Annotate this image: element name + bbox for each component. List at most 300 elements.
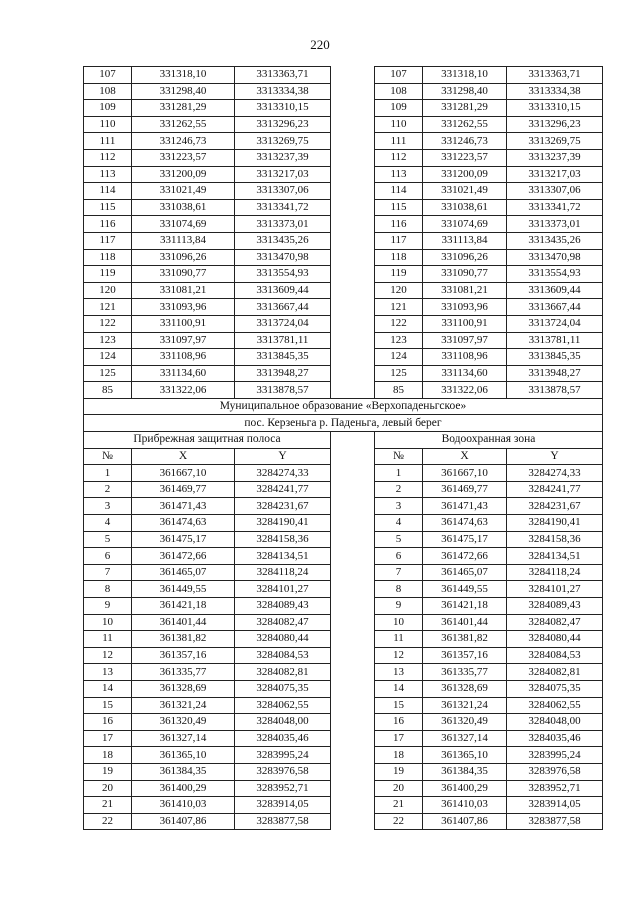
- table-row: [84, 116, 603, 133]
- bottom-section: [84, 465, 603, 830]
- left-coord-y: 3284134,51: [235, 548, 331, 565]
- left-coord-x: 331298,40: [132, 83, 235, 100]
- left-point-number: 115: [84, 199, 132, 216]
- right-point-number: 125: [375, 365, 423, 382]
- table-row: [84, 166, 603, 183]
- column-gap: [331, 365, 375, 382]
- column-gap: [331, 614, 375, 631]
- right-coord-x: 361320,49: [423, 714, 507, 731]
- left-point-number: 118: [84, 249, 132, 266]
- right-coord-x: 331021,49: [423, 183, 507, 200]
- left-point-number: 111: [84, 133, 132, 150]
- right-coord-y: 3284134,51: [507, 548, 603, 565]
- column-gap: [331, 598, 375, 615]
- right-coord-x: 331074,69: [423, 216, 507, 233]
- left-coord-x: 331246,73: [132, 133, 235, 150]
- right-point-number: 112: [375, 149, 423, 166]
- right-coord-x: 331090,77: [423, 266, 507, 283]
- column-gap: [331, 813, 375, 830]
- column-gap: [331, 249, 375, 266]
- left-coord-y: 3313724,04: [235, 315, 331, 332]
- left-coord-x: 361328,69: [132, 680, 235, 697]
- left-point-number: 117: [84, 232, 132, 249]
- right-point-number: 9: [375, 598, 423, 615]
- left-point-number: 113: [84, 166, 132, 183]
- right-coord-y: 3284101,27: [507, 581, 603, 598]
- left-point-number: 116: [84, 216, 132, 233]
- right-coord-y: 3313554,93: [507, 266, 603, 283]
- coastal-protection-zone-title: Прибрежная защитная полоса: [84, 432, 331, 449]
- right-coord-x: 361421,18: [423, 598, 507, 615]
- left-coord-y: 3284089,43: [235, 598, 331, 615]
- right-coord-y: 3284084,53: [507, 647, 603, 664]
- left-coord-x: 361465,07: [132, 564, 235, 581]
- left-coord-y: 3284158,36: [235, 531, 331, 548]
- left-coord-y: 3313334,38: [235, 83, 331, 100]
- column-gap: [331, 448, 375, 465]
- column-gap: [331, 631, 375, 648]
- left-coord-y: 3284048,00: [235, 714, 331, 731]
- left-coord-x: 361335,77: [132, 664, 235, 681]
- table-row: [84, 282, 603, 299]
- left-coord-x: 331090,77: [132, 266, 235, 283]
- right-coord-x: 361400,29: [423, 780, 507, 797]
- left-point-number: 9: [84, 598, 132, 615]
- column-gap: [331, 315, 375, 332]
- right-point-number: 16: [375, 714, 423, 731]
- left-coord-y: 3313363,71: [235, 67, 331, 84]
- right-point-number: 116: [375, 216, 423, 233]
- left-coord-y: 3313373,01: [235, 216, 331, 233]
- left-coord-x: 361474,63: [132, 515, 235, 532]
- left-point-number: 22: [84, 813, 132, 830]
- left-header-no: №: [84, 448, 132, 465]
- left-point-number: 13: [84, 664, 132, 681]
- column-gap: [331, 282, 375, 299]
- left-coord-x: 361407,86: [132, 813, 235, 830]
- table-row: [84, 498, 603, 515]
- right-point-number: 18: [375, 747, 423, 764]
- table-row: [84, 813, 603, 830]
- right-point-number: 120: [375, 282, 423, 299]
- column-gap: [331, 498, 375, 515]
- page-number: 220: [310, 37, 330, 52]
- right-point-number: 123: [375, 332, 423, 349]
- right-coord-y: 3313667,44: [507, 299, 603, 316]
- table-row: [84, 515, 603, 532]
- right-coord-y: 3313296,23: [507, 116, 603, 133]
- right-coord-x: 331246,73: [423, 133, 507, 150]
- left-coord-y: 3283914,05: [235, 797, 331, 814]
- column-gap: [331, 730, 375, 747]
- right-coord-x: 361472,66: [423, 548, 507, 565]
- column-gap: [331, 697, 375, 714]
- left-point-number: 112: [84, 149, 132, 166]
- column-gap: [331, 515, 375, 532]
- right-coord-x: 361410,03: [423, 797, 507, 814]
- column-gap: [331, 183, 375, 200]
- right-coord-x: 331113,84: [423, 232, 507, 249]
- table-row: [84, 697, 603, 714]
- right-coord-x: 331038,61: [423, 199, 507, 216]
- left-point-number: 119: [84, 266, 132, 283]
- left-point-number: 122: [84, 315, 132, 332]
- left-header-y: Y: [235, 448, 331, 465]
- right-point-number: 85: [375, 382, 423, 399]
- right-point-number: 15: [375, 697, 423, 714]
- right-coord-y: 3284158,36: [507, 531, 603, 548]
- right-coord-y: 3284118,24: [507, 564, 603, 581]
- left-point-number: 5: [84, 531, 132, 548]
- left-coord-x: 361321,24: [132, 697, 235, 714]
- right-coord-x: 331108,96: [423, 349, 507, 366]
- left-point-number: 124: [84, 349, 132, 366]
- left-coord-x: 361357,16: [132, 647, 235, 664]
- table-row: [84, 664, 603, 681]
- right-coord-y: 3284062,55: [507, 697, 603, 714]
- left-point-number: 10: [84, 614, 132, 631]
- right-point-number: 119: [375, 266, 423, 283]
- left-point-number: 3: [84, 498, 132, 515]
- left-point-number: 8: [84, 581, 132, 598]
- left-coord-y: 3284084,53: [235, 647, 331, 664]
- right-coord-x: 331200,09: [423, 166, 507, 183]
- left-point-number: 110: [84, 116, 132, 133]
- table-row: [84, 614, 603, 631]
- right-coord-y: 3284048,00: [507, 714, 603, 731]
- right-point-number: 20: [375, 780, 423, 797]
- left-coord-y: 3313609,44: [235, 282, 331, 299]
- right-coord-y: 3284035,46: [507, 730, 603, 747]
- right-coord-x: 331134,60: [423, 365, 507, 382]
- right-point-number: 17: [375, 730, 423, 747]
- right-point-number: 7: [375, 564, 423, 581]
- right-coord-y: 3283877,58: [507, 813, 603, 830]
- left-point-number: 123: [84, 332, 132, 349]
- table-row: [84, 531, 603, 548]
- column-gap: [331, 797, 375, 814]
- left-coord-y: 3284118,24: [235, 564, 331, 581]
- right-coord-x: 361471,43: [423, 498, 507, 515]
- column-gap: [331, 332, 375, 349]
- right-coord-x: 331096,26: [423, 249, 507, 266]
- left-coord-y: 3313341,72: [235, 199, 331, 216]
- right-point-number: 122: [375, 315, 423, 332]
- left-coord-x: 331081,21: [132, 282, 235, 299]
- right-point-number: 121: [375, 299, 423, 316]
- right-coord-x: 361357,16: [423, 647, 507, 664]
- left-point-number: 108: [84, 83, 132, 100]
- right-coord-y: 3284080,44: [507, 631, 603, 648]
- right-point-number: 4: [375, 515, 423, 532]
- table-row: [84, 714, 603, 731]
- left-coord-x: 361667,10: [132, 465, 235, 482]
- water-protection-zone-title: Водоохранная зона: [375, 432, 603, 449]
- right-coord-x: 361407,86: [423, 813, 507, 830]
- left-coord-y: 3284274,33: [235, 465, 331, 482]
- right-coord-y: 3313435,26: [507, 232, 603, 249]
- right-coord-x: 331262,55: [423, 116, 507, 133]
- left-coord-x: 361449,55: [132, 581, 235, 598]
- left-coord-y: 3284082,47: [235, 614, 331, 631]
- right-coord-y: 3313310,15: [507, 100, 603, 117]
- column-gap: [331, 647, 375, 664]
- right-coord-y: 3313237,39: [507, 149, 603, 166]
- right-point-number: 21: [375, 797, 423, 814]
- left-coord-y: 3313307,06: [235, 183, 331, 200]
- right-point-number: 1: [375, 465, 423, 482]
- right-coord-x: 331093,96: [423, 299, 507, 316]
- left-coord-x: 361365,10: [132, 747, 235, 764]
- header-row: [84, 448, 603, 465]
- right-point-number: 124: [375, 349, 423, 366]
- right-coord-y: 3313307,06: [507, 183, 603, 200]
- column-gap: [331, 763, 375, 780]
- right-coord-x: 361474,63: [423, 515, 507, 532]
- right-coord-x: 361365,10: [423, 747, 507, 764]
- column-gap: [331, 664, 375, 681]
- left-coord-x: 331223,57: [132, 149, 235, 166]
- left-coord-y: 3284190,41: [235, 515, 331, 532]
- left-point-number: 17: [84, 730, 132, 747]
- column-gap: [331, 199, 375, 216]
- right-coord-x: 361475,17: [423, 531, 507, 548]
- right-coord-y: 3313363,71: [507, 67, 603, 84]
- right-coord-y: 3284089,43: [507, 598, 603, 615]
- left-coord-x: 331093,96: [132, 299, 235, 316]
- left-coord-x: 331021,49: [132, 183, 235, 200]
- left-point-number: 19: [84, 763, 132, 780]
- column-gap: [331, 481, 375, 498]
- left-point-number: 114: [84, 183, 132, 200]
- left-coord-y: 3284241,77: [235, 481, 331, 498]
- right-coord-y: 3313878,57: [507, 382, 603, 399]
- right-coord-x: 331298,40: [423, 83, 507, 100]
- left-coord-y: 3283976,58: [235, 763, 331, 780]
- right-coord-x: 331322,06: [423, 382, 507, 399]
- left-coord-y: 3313310,15: [235, 100, 331, 117]
- column-gap: [331, 581, 375, 598]
- left-coord-x: 361469,77: [132, 481, 235, 498]
- right-point-number: 19: [375, 763, 423, 780]
- right-header-x: X: [423, 448, 507, 465]
- column-gap: [331, 432, 375, 449]
- municipality-title-row: [84, 398, 603, 415]
- right-coord-x: 361335,77: [423, 664, 507, 681]
- left-coord-x: 331108,96: [132, 349, 235, 366]
- table-row: [84, 67, 603, 84]
- right-coord-y: 3283952,71: [507, 780, 603, 797]
- left-point-number: 107: [84, 67, 132, 84]
- left-coord-x: 361401,44: [132, 614, 235, 631]
- left-coord-x: 331038,61: [132, 199, 235, 216]
- right-header-no: №: [375, 448, 423, 465]
- left-point-number: 125: [84, 365, 132, 382]
- right-coord-y: 3284082,81: [507, 664, 603, 681]
- left-coord-x: 331134,60: [132, 365, 235, 382]
- table-row: [84, 249, 603, 266]
- table-row: [84, 349, 603, 366]
- right-coord-y: 3313724,04: [507, 315, 603, 332]
- column-gap: [331, 266, 375, 283]
- column-gap: [331, 166, 375, 183]
- right-coord-x: 331097,97: [423, 332, 507, 349]
- left-coord-x: 331097,97: [132, 332, 235, 349]
- right-coord-y: 3284190,41: [507, 515, 603, 532]
- right-point-number: 3: [375, 498, 423, 515]
- table-row: [84, 481, 603, 498]
- table-row: [84, 548, 603, 565]
- left-coord-y: 3313217,03: [235, 166, 331, 183]
- right-coord-y: 3313269,75: [507, 133, 603, 150]
- left-point-number: 7: [84, 564, 132, 581]
- left-coord-y: 3284082,81: [235, 664, 331, 681]
- location-title: пос. Керзеньга р. Паденьга, левый берег: [84, 415, 603, 432]
- zone-title-row: [84, 432, 603, 449]
- right-coord-y: 3284231,67: [507, 498, 603, 515]
- left-header-x: X: [132, 448, 235, 465]
- left-coord-x: 331074,69: [132, 216, 235, 233]
- right-point-number: 14: [375, 680, 423, 697]
- column-gap: [331, 133, 375, 150]
- right-coord-y: 3283976,58: [507, 763, 603, 780]
- table-row: [84, 315, 603, 332]
- right-coord-y: 3313217,03: [507, 166, 603, 183]
- left-coord-y: 3283952,71: [235, 780, 331, 797]
- right-point-number: 12: [375, 647, 423, 664]
- left-point-number: 20: [84, 780, 132, 797]
- table-row: [84, 149, 603, 166]
- left-point-number: 4: [84, 515, 132, 532]
- left-coord-x: 361421,18: [132, 598, 235, 615]
- left-coord-y: 3284231,67: [235, 498, 331, 515]
- left-coord-x: 361471,43: [132, 498, 235, 515]
- table-row: [84, 465, 603, 482]
- left-coord-x: 331281,29: [132, 100, 235, 117]
- left-coord-y: 3283995,24: [235, 747, 331, 764]
- left-coord-x: 361384,35: [132, 763, 235, 780]
- top-section: [84, 67, 603, 399]
- left-coord-y: 3313948,27: [235, 365, 331, 382]
- column-gap: [331, 349, 375, 366]
- right-coord-x: 361401,44: [423, 614, 507, 631]
- right-coord-x: 331223,57: [423, 149, 507, 166]
- left-coord-y: 3313554,93: [235, 266, 331, 283]
- table-row: [84, 299, 603, 316]
- right-coord-x: 361381,82: [423, 631, 507, 648]
- right-coord-y: 3283914,05: [507, 797, 603, 814]
- table-row: [84, 631, 603, 648]
- left-coord-y: 3313878,57: [235, 382, 331, 399]
- right-point-number: 115: [375, 199, 423, 216]
- left-point-number: 16: [84, 714, 132, 731]
- left-coord-x: 331113,84: [132, 232, 235, 249]
- column-gap: [331, 548, 375, 565]
- right-point-number: 13: [375, 664, 423, 681]
- left-point-number: 85: [84, 382, 132, 399]
- right-coord-y: 3313781,11: [507, 332, 603, 349]
- right-header-y: Y: [507, 448, 603, 465]
- right-coord-y: 3313845,35: [507, 349, 603, 366]
- right-coord-y: 3283995,24: [507, 747, 603, 764]
- location-row: [84, 415, 603, 432]
- column-gap: [331, 116, 375, 133]
- left-coord-x: 331100,91: [132, 315, 235, 332]
- left-point-number: 120: [84, 282, 132, 299]
- right-point-number: 10: [375, 614, 423, 631]
- right-point-number: 113: [375, 166, 423, 183]
- left-coord-x: 361472,66: [132, 548, 235, 565]
- right-point-number: 108: [375, 83, 423, 100]
- right-point-number: 114: [375, 183, 423, 200]
- right-coord-x: 361449,55: [423, 581, 507, 598]
- left-coord-y: 3284035,46: [235, 730, 331, 747]
- right-point-number: 11: [375, 631, 423, 648]
- right-coord-y: 3284082,47: [507, 614, 603, 631]
- table-row: [84, 199, 603, 216]
- left-coord-y: 3313845,35: [235, 349, 331, 366]
- left-point-number: 2: [84, 481, 132, 498]
- right-point-number: 2: [375, 481, 423, 498]
- left-point-number: 11: [84, 631, 132, 648]
- left-coord-y: 3313470,98: [235, 249, 331, 266]
- column-gap: [331, 465, 375, 482]
- column-gap: [331, 83, 375, 100]
- table-row: [84, 365, 603, 382]
- table-row: [84, 680, 603, 697]
- column-gap: [331, 299, 375, 316]
- right-coord-x: 331281,29: [423, 100, 507, 117]
- right-point-number: 110: [375, 116, 423, 133]
- column-gap: [331, 149, 375, 166]
- left-coord-y: 3313237,39: [235, 149, 331, 166]
- left-coord-x: 361320,49: [132, 714, 235, 731]
- left-coord-y: 3284080,44: [235, 631, 331, 648]
- left-coord-x: 361400,29: [132, 780, 235, 797]
- left-coord-y: 3313269,75: [235, 133, 331, 150]
- column-gap: [331, 680, 375, 697]
- column-gap: [331, 67, 375, 84]
- right-coord-x: 361328,69: [423, 680, 507, 697]
- left-coord-x: 331322,06: [132, 382, 235, 399]
- coordinates-table: [83, 66, 603, 830]
- right-coord-x: 331081,21: [423, 282, 507, 299]
- column-gap: [331, 382, 375, 399]
- column-gap: [331, 531, 375, 548]
- right-point-number: 22: [375, 813, 423, 830]
- right-coord-x: 361321,24: [423, 697, 507, 714]
- left-point-number: 14: [84, 680, 132, 697]
- table-row: [84, 797, 603, 814]
- column-gap: [331, 216, 375, 233]
- table-row: [84, 382, 603, 399]
- left-coord-y: 3313781,11: [235, 332, 331, 349]
- table-row: [84, 581, 603, 598]
- right-point-number: 5: [375, 531, 423, 548]
- left-coord-x: 361327,14: [132, 730, 235, 747]
- right-coord-y: 3313470,98: [507, 249, 603, 266]
- table-row: [84, 183, 603, 200]
- column-gap: [331, 232, 375, 249]
- right-coord-x: 331318,10: [423, 67, 507, 84]
- table-row: [84, 763, 603, 780]
- right-point-number: 109: [375, 100, 423, 117]
- right-coord-y: 3284241,77: [507, 481, 603, 498]
- table-row: [84, 332, 603, 349]
- table-row: [84, 780, 603, 797]
- left-point-number: 6: [84, 548, 132, 565]
- left-coord-x: 331096,26: [132, 249, 235, 266]
